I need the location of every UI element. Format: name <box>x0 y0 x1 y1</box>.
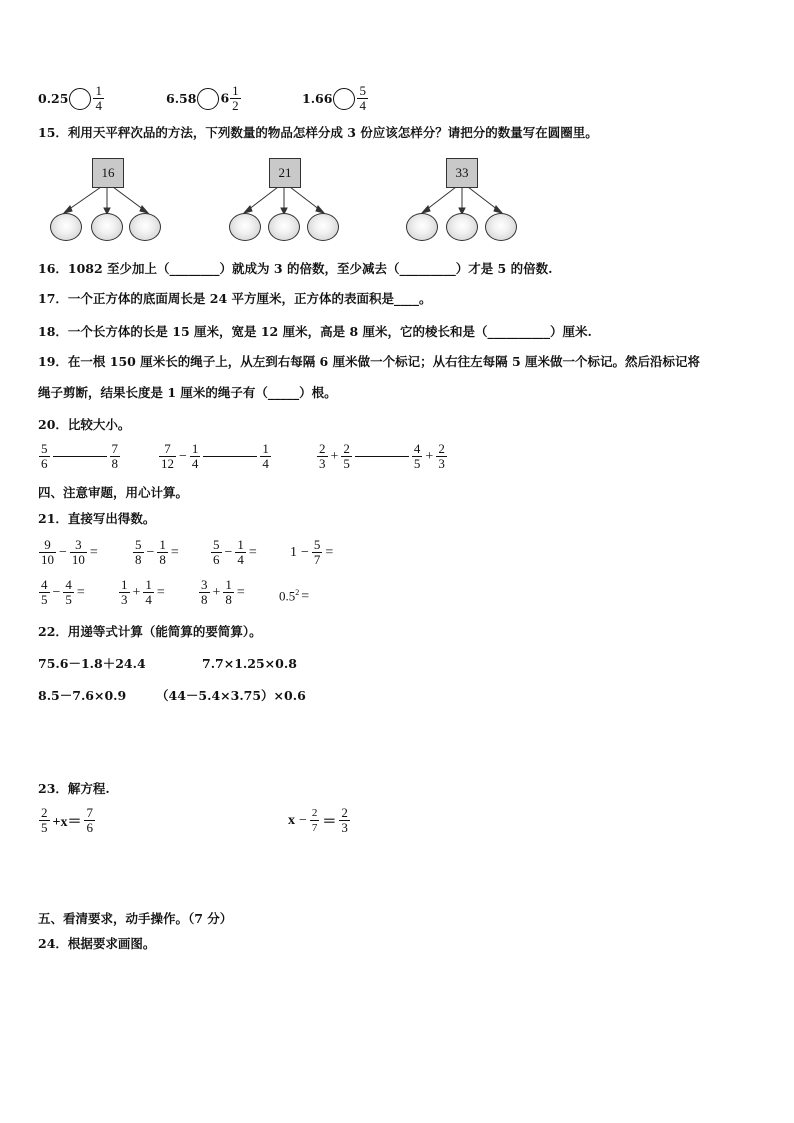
q14-left-value: 1.66 <box>302 91 333 106</box>
fraction: $\frac{5}{4}$ <box>359 83 366 113</box>
q22-expr-2: 7.7×1.25×0.8 <box>202 656 297 671</box>
q21-expr: $\frac{9}{10}$ − $\frac{3}{10}$ = <box>41 537 98 567</box>
q21-expr: 1 − $\frac{5}{7}$ = <box>290 537 334 567</box>
q20-compare-2: $\frac{7}{12}$ − $\frac{1}{4}$ $\frac{1}{4}$ <box>161 441 269 471</box>
q18-text: 18．一个长方体的长是 15 厘米，宽是 12 厘米，高是 8 厘米，它的棱长和是（__________）厘米. <box>38 324 592 339</box>
q15-number-box: 16 <box>92 158 124 188</box>
fraction: $\frac{1}{4}$ <box>191 441 199 471</box>
q22-title: 22．用递等式计算（能简算的要简算）。 <box>38 624 262 639</box>
answer-circle[interactable] <box>50 213 82 241</box>
compare-circle[interactable] <box>333 88 355 110</box>
q21-expr: $\frac{5}{8}$ − $\frac{1}{8}$ = <box>135 537 179 567</box>
q14-left-value: 0.25 <box>38 91 69 106</box>
q14-item-1 <box>38 84 105 113</box>
fraction: $\frac{2}{5}$ <box>343 441 350 471</box>
answer-circle[interactable] <box>229 213 261 241</box>
q20-compare-1 <box>38 442 121 471</box>
q22-expr-3: 8.5－7.6×0.9 <box>38 688 127 703</box>
answer-line[interactable] <box>203 456 257 457</box>
q23-equation-2: x − $\frac{2}{7}$ ＝ $\frac{2}{3}$ <box>288 805 348 835</box>
fraction: $\frac{1}{2}$ <box>232 83 239 113</box>
answer-circle[interactable] <box>485 213 517 241</box>
compare-circle[interactable] <box>197 88 219 110</box>
fraction: $\frac{7}{12}$ <box>161 441 174 471</box>
answer-circle[interactable] <box>406 213 438 241</box>
q23-title: 23．解方程. <box>38 781 110 796</box>
fraction: $\frac{5}{6}$ <box>41 441 48 471</box>
q19-text-line2: 绳子剪断，结果长度是 1 厘米的绳子有（_____）根。 <box>38 385 337 400</box>
q15-number-box: 33 <box>446 158 478 188</box>
q22-expr-1: 75.6－1.8＋24.4 <box>38 656 146 671</box>
answer-circle[interactable] <box>268 213 300 241</box>
q22-expr-4: （44－5.4×3.75）×0.6 <box>156 688 306 703</box>
fraction: $\frac{7}{8}$ <box>111 441 118 471</box>
q21-expr: $\frac{1}{3}$ + $\frac{1}{4}$ = <box>121 577 165 607</box>
answer-line[interactable] <box>355 456 409 457</box>
q15-text: 15．利用天平秤次品的方法，下列数量的物品怎样分成 3 份应该怎样分？请把分的数量写在圆圈里。 <box>38 125 598 140</box>
q21-title: 21．直接写出得数。 <box>38 511 156 526</box>
fraction: $\frac{4}{5}$ <box>413 441 421 471</box>
q20-title: 20．比较大小。 <box>38 417 131 432</box>
answer-circle[interactable] <box>129 213 161 241</box>
q14-item-2 <box>166 84 242 113</box>
q16-text: 16．1082 至少加上（________）就成为 3 的倍数，至少减去（_________）才是 5 的倍数. <box>38 261 553 276</box>
q15-number-box: 21 <box>269 158 301 188</box>
q21-expr: $\frac{5}{6}$ − $\frac{1}{4}$ = <box>213 537 257 567</box>
fraction: $\frac{2}{3}$ <box>438 441 445 471</box>
section-4-heading: 四、注意审题，用心计算。 <box>38 485 189 500</box>
q17-text: 17．一个正方体的底面周长是 24 平方厘米，正方体的表面积是____。 <box>38 291 432 306</box>
answer-circle[interactable] <box>307 213 339 241</box>
q23-equation-1: $\frac{2}{5}$ +x＝ $\frac{7}{6}$ <box>41 805 93 835</box>
q20-compare-3: $\frac{2}{3}$ + $\frac{2}{5}$ $\frac{4}{5}$ + $\frac{2}{3}$ <box>319 441 445 471</box>
compare-circle[interactable] <box>69 88 91 110</box>
answer-circle[interactable] <box>446 213 478 241</box>
fraction: $\frac{1}{4}$ <box>95 83 102 113</box>
q19-text-line1: 19．在一根 150 厘米长的绳子上，从左到右每隔 6 厘米做一个标记；从右往左每隔 5 厘米做一个标记。然后沿标记将 <box>38 354 700 369</box>
q14-item-3 <box>302 84 369 113</box>
section-5-heading: 五、看清要求，动手操作。（7 分） <box>38 911 233 926</box>
fraction: $\frac{1}{4}$ <box>262 441 269 471</box>
q21-expr: $\frac{3}{8}$ + $\frac{1}{8}$ = <box>201 577 245 607</box>
q24-text: 24．根据要求画图。 <box>38 936 156 951</box>
mixed-whole: 6 <box>220 90 230 106</box>
q21-expr-square: $0.5^2$ = <box>279 588 310 605</box>
answer-line[interactable] <box>53 456 107 457</box>
answer-circle[interactable] <box>91 213 123 241</box>
fraction: $\frac{2}{3}$ <box>319 441 326 471</box>
q21-expr: $\frac{4}{5}$ − $\frac{4}{5}$ = <box>41 577 85 607</box>
q14-left-value: 6.58 <box>166 91 197 106</box>
